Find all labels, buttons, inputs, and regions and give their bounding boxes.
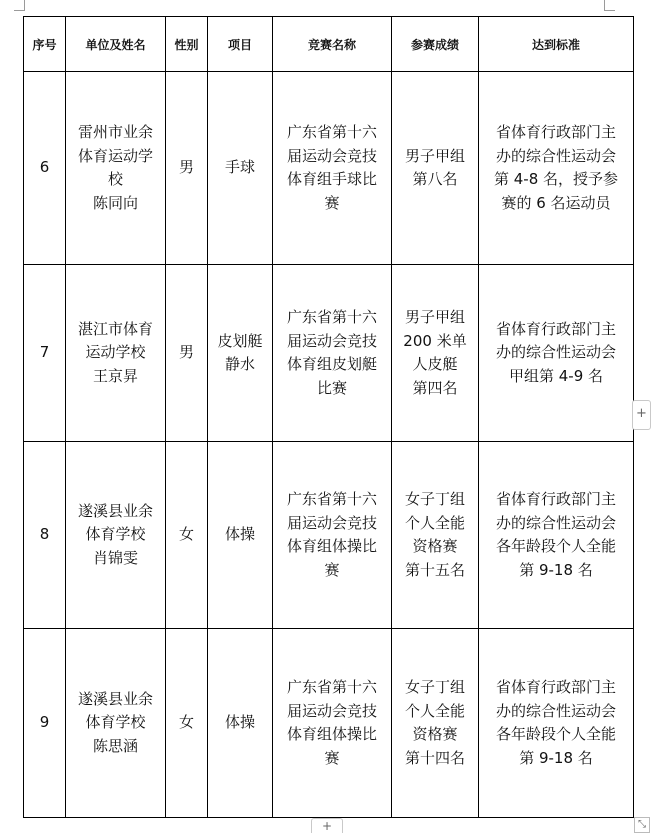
cell-gender[interactable]: 男 — [166, 265, 208, 442]
table-header-row — [24, 17, 634, 72]
line: 赛 — [324, 748, 340, 767]
cell-competition[interactable] — [273, 629, 392, 818]
line: 遂溪县业余 — [77, 501, 153, 520]
line: 广东省第十六 — [286, 308, 377, 326]
cell-gender[interactable]: 女 — [166, 442, 208, 629]
cell-item[interactable] — [208, 265, 273, 442]
line: 体育组皮划艇 — [286, 355, 377, 373]
line: 体育学校 — [85, 713, 146, 732]
cell-gender[interactable]: 女 — [166, 629, 208, 818]
header-competition: 竞赛名称 — [273, 17, 392, 72]
line: 体育学校 — [85, 525, 146, 544]
line: 届运动会竞技 — [286, 146, 377, 165]
line: 第十四名 — [404, 748, 465, 767]
cell-unit-name[interactable] — [66, 72, 166, 265]
add-row-button[interactable]: + — [311, 818, 343, 833]
header-gender: 性别 — [166, 17, 208, 72]
line: 甲组第 4-9 名 — [508, 366, 604, 385]
line: 省体育行政部门主 — [495, 490, 616, 508]
line: 男子甲组 — [404, 308, 465, 326]
cell-standard[interactable] — [479, 629, 634, 818]
line: 体育组体操比 — [286, 725, 377, 743]
cell-index[interactable]: 7 — [24, 265, 66, 442]
cell-item[interactable] — [208, 72, 273, 265]
header-index: 序号 — [24, 17, 66, 72]
line: 办的综合性运动会 — [495, 513, 616, 532]
cell-unit-name[interactable] — [66, 629, 166, 818]
cell-index[interactable]: 6 — [24, 72, 66, 265]
header-unit-name: 单位及姓名 — [66, 17, 166, 72]
line: 200 米单 — [403, 331, 467, 350]
line: 届运动会竞技 — [286, 701, 377, 720]
line: 届运动会竞技 — [286, 513, 377, 532]
line: 陈同向 — [92, 193, 138, 212]
page-corner-mark-right — [604, 0, 615, 11]
table-resize-handle-icon[interactable]: ⤡ — [634, 817, 650, 833]
cell-unit-name[interactable] — [66, 265, 166, 442]
line: 皮划艇 — [217, 331, 263, 350]
line: 体操 — [224, 525, 255, 544]
line: 体操 — [224, 713, 255, 732]
cell-competition[interactable] — [273, 265, 392, 442]
cell-unit-name[interactable] — [66, 442, 166, 629]
line: 省体育行政部门主 — [495, 319, 616, 338]
page-corner-mark-left — [14, 0, 25, 11]
line: 省体育行政部门主 — [495, 123, 616, 141]
line: 第十五名 — [404, 560, 465, 579]
table-row — [24, 442, 634, 629]
athlete-table — [23, 16, 634, 818]
line: 各年龄段个人全能 — [495, 537, 616, 555]
cell-index[interactable]: 8 — [24, 442, 66, 629]
header-standard: 达到标准 — [479, 17, 634, 72]
line: 赛 — [324, 560, 340, 579]
line: 个人全能 — [404, 701, 465, 720]
add-column-button[interactable]: + — [632, 400, 651, 430]
line: 个人全能 — [404, 513, 465, 532]
line: 静水 — [224, 355, 255, 373]
line: 办的综合性运动会 — [495, 343, 616, 362]
line: 第四名 — [412, 378, 458, 397]
line: 体育组手球比 — [286, 170, 377, 188]
line: 体育运动学 — [77, 146, 153, 165]
table-row — [24, 265, 634, 442]
line: 赛 — [324, 193, 340, 212]
table-row — [24, 629, 634, 818]
line: 手球 — [224, 158, 255, 177]
line: 资格赛 — [412, 725, 458, 743]
line: 人皮艇 — [412, 355, 458, 373]
line: 届运动会竞技 — [286, 331, 377, 350]
line: 比赛 — [316, 378, 347, 397]
line: 第 9-18 名 — [519, 560, 593, 579]
line: 肖锦雯 — [92, 548, 138, 567]
line: 赛的 6 名运动员 — [501, 193, 611, 212]
line: 第 9-18 名 — [519, 748, 593, 767]
cell-competition[interactable] — [273, 72, 392, 265]
line: 省体育行政部门主 — [495, 678, 616, 696]
line: 女子丁组 — [404, 678, 465, 696]
header-item: 项目 — [208, 17, 273, 72]
line: 各年龄段个人全能 — [495, 725, 616, 743]
line: 体育组体操比 — [286, 537, 377, 555]
cell-result[interactable] — [392, 265, 479, 442]
header-result: 参赛成绩 — [392, 17, 479, 72]
cell-item[interactable] — [208, 629, 273, 818]
line: 办的综合性运动会 — [495, 701, 616, 720]
line: 王京昇 — [92, 366, 138, 385]
line: 第 4-8 名，授予参 — [493, 170, 619, 188]
cell-standard[interactable] — [479, 265, 634, 442]
line: 第八名 — [412, 170, 458, 188]
table-row — [24, 72, 634, 265]
cell-gender[interactable]: 男 — [166, 72, 208, 265]
line: 广东省第十六 — [286, 678, 377, 696]
cell-standard[interactable] — [479, 72, 634, 265]
cell-result[interactable] — [392, 442, 479, 629]
cell-result[interactable] — [392, 629, 479, 818]
line: 男子甲组 — [404, 146, 465, 165]
cell-item[interactable] — [208, 442, 273, 629]
cell-index[interactable]: 9 — [24, 629, 66, 818]
line: 女子丁组 — [404, 490, 465, 508]
line: 湛江市体育 — [77, 319, 153, 338]
line: 资格赛 — [412, 537, 458, 555]
cell-competition[interactable] — [273, 442, 392, 629]
cell-standard[interactable] — [479, 442, 634, 629]
line: 运动学校 — [85, 343, 146, 362]
line: 广东省第十六 — [286, 490, 377, 508]
line: 遂溪县业余 — [77, 689, 153, 708]
line: 陈思涵 — [92, 736, 138, 755]
line: 校 — [107, 170, 123, 188]
line: 广东省第十六 — [286, 123, 377, 141]
line: 雷州市业余 — [77, 123, 153, 141]
cell-result[interactable] — [392, 72, 479, 265]
line: 办的综合性运动会 — [495, 146, 616, 165]
